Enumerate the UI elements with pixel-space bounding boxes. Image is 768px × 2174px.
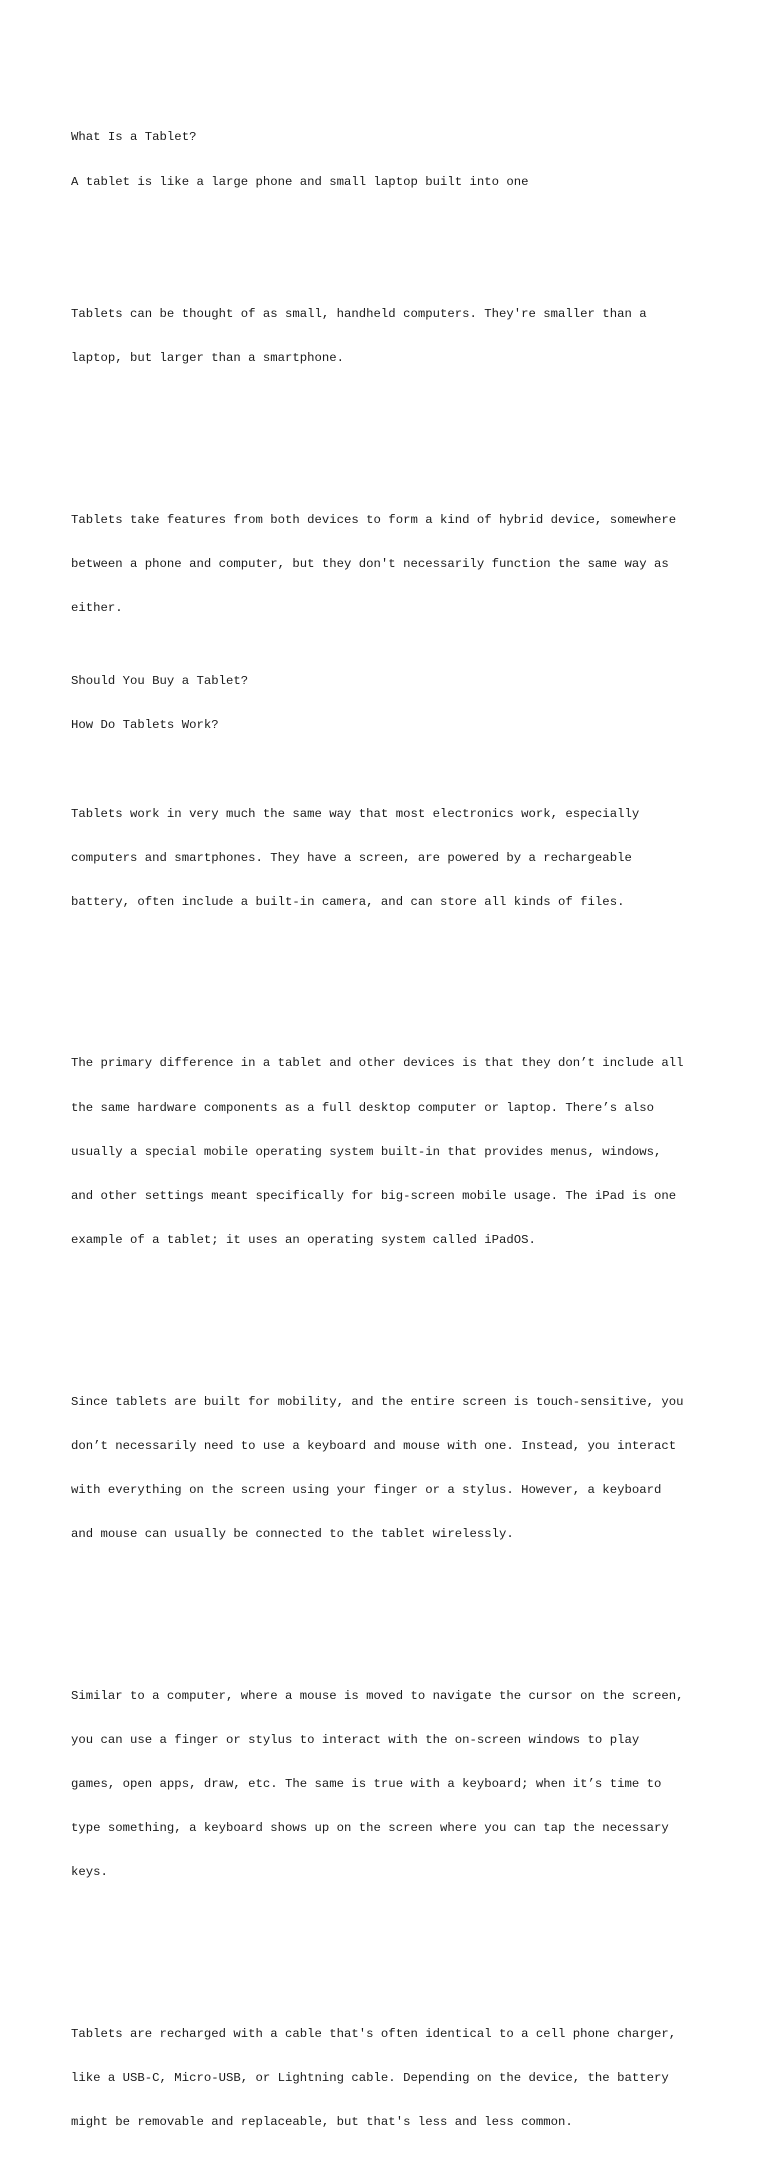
paragraph-line: and other settings meant specifically for big-screen mobile usage. The iPad is one bbox=[71, 1188, 677, 1203]
paragraph-line: Similar to a computer, where a mouse is moved to navigate the cursor on the screen, bbox=[71, 1688, 684, 1703]
document-page bbox=[71, 101, 731, 2174]
paragraph-7 bbox=[71, 1997, 731, 2159]
paragraph-line: and mouse can usually be connected to the tablet wirelessly. bbox=[71, 1526, 514, 1541]
document-subtitle: A tablet is like a large phone and small laptop built into one bbox=[71, 174, 529, 189]
paragraph-gap bbox=[71, 1938, 731, 1953]
paragraph-line: games, open apps, draw, etc. The same is true with a keyboard; when it’s time to bbox=[71, 1776, 662, 1791]
paragraph-gap bbox=[71, 219, 731, 234]
paragraph-gap bbox=[71, 968, 731, 983]
paragraph-line: the same hardware components as a full desktop computer or laptop. There’s also bbox=[71, 1100, 654, 1115]
heading-how-tablets-work: How Do Tablets Work? bbox=[71, 718, 219, 733]
paragraph-line: don’t necessarily need to use a keyboard and mouse with one. Instead, you interact bbox=[71, 1438, 677, 1453]
paragraph-1 bbox=[71, 277, 731, 395]
paragraph-gap bbox=[71, 424, 731, 439]
paragraph-line: either. bbox=[71, 600, 123, 615]
paragraph-6 bbox=[71, 1659, 731, 1909]
paragraph-4 bbox=[71, 1027, 731, 1277]
paragraph-line: Tablets take features from both devices to form a kind of hybrid device, somewhere bbox=[71, 512, 677, 527]
paragraph-line: Tablets are recharged with a cable that's often identical to a cell phone charger, bbox=[71, 2026, 677, 2041]
paragraph-gap bbox=[71, 1306, 731, 1321]
paragraph-line: battery, often include a built-in camera, and can store all kinds of files. bbox=[71, 894, 625, 909]
paragraph-line: between a phone and computer, but they don't necessarily function the same way as bbox=[71, 556, 669, 571]
paragraph-3 bbox=[71, 777, 731, 939]
paragraph-line: example of a tablet; it uses an operating system called iPadOS. bbox=[71, 1232, 536, 1247]
paragraph-line: usually a special mobile operating system built-in that provides menus, windows, bbox=[71, 1144, 662, 1159]
paragraph-line: you can use a finger or stylus to interact with the on-screen windows to play bbox=[71, 1732, 640, 1747]
paragraph-line: The primary difference in a tablet and other devices is that they don’t include all bbox=[71, 1056, 684, 1071]
paragraph-line: might be removable and replaceable, but that's less and less common. bbox=[71, 2114, 573, 2129]
document-title: What Is a Tablet? bbox=[71, 130, 197, 145]
paragraph-line: Tablets work in very much the same way that most electronics work, especially bbox=[71, 806, 640, 821]
paragraph-line: computers and smartphones. They have a screen, are powered by a rechargeable bbox=[71, 850, 632, 865]
paragraph-5 bbox=[71, 1365, 731, 1571]
paragraph-line: type something, a keyboard shows up on the screen where you can tap the necessary bbox=[71, 1820, 669, 1835]
paragraph-gap bbox=[71, 1600, 731, 1615]
paragraph-line: with everything on the screen using your finger or a stylus. However, a keyboard bbox=[71, 1482, 662, 1497]
paragraph-line: Tablets can be thought of as small, handheld computers. They're smaller than a bbox=[71, 306, 647, 321]
paragraph-line: Since tablets are built for mobility, and the entire screen is touch-sensitive, you bbox=[71, 1394, 684, 1409]
paragraph-2 bbox=[71, 483, 731, 645]
paragraph-line: laptop, but larger than a smartphone. bbox=[71, 350, 345, 365]
heading-should-you-buy: Should You Buy a Tablet? bbox=[71, 674, 249, 689]
paragraph-line: like a USB-C, Micro-USB, or Lightning cable. Depending on the device, the battery bbox=[71, 2070, 669, 2085]
paragraph-line: keys. bbox=[71, 1864, 108, 1879]
